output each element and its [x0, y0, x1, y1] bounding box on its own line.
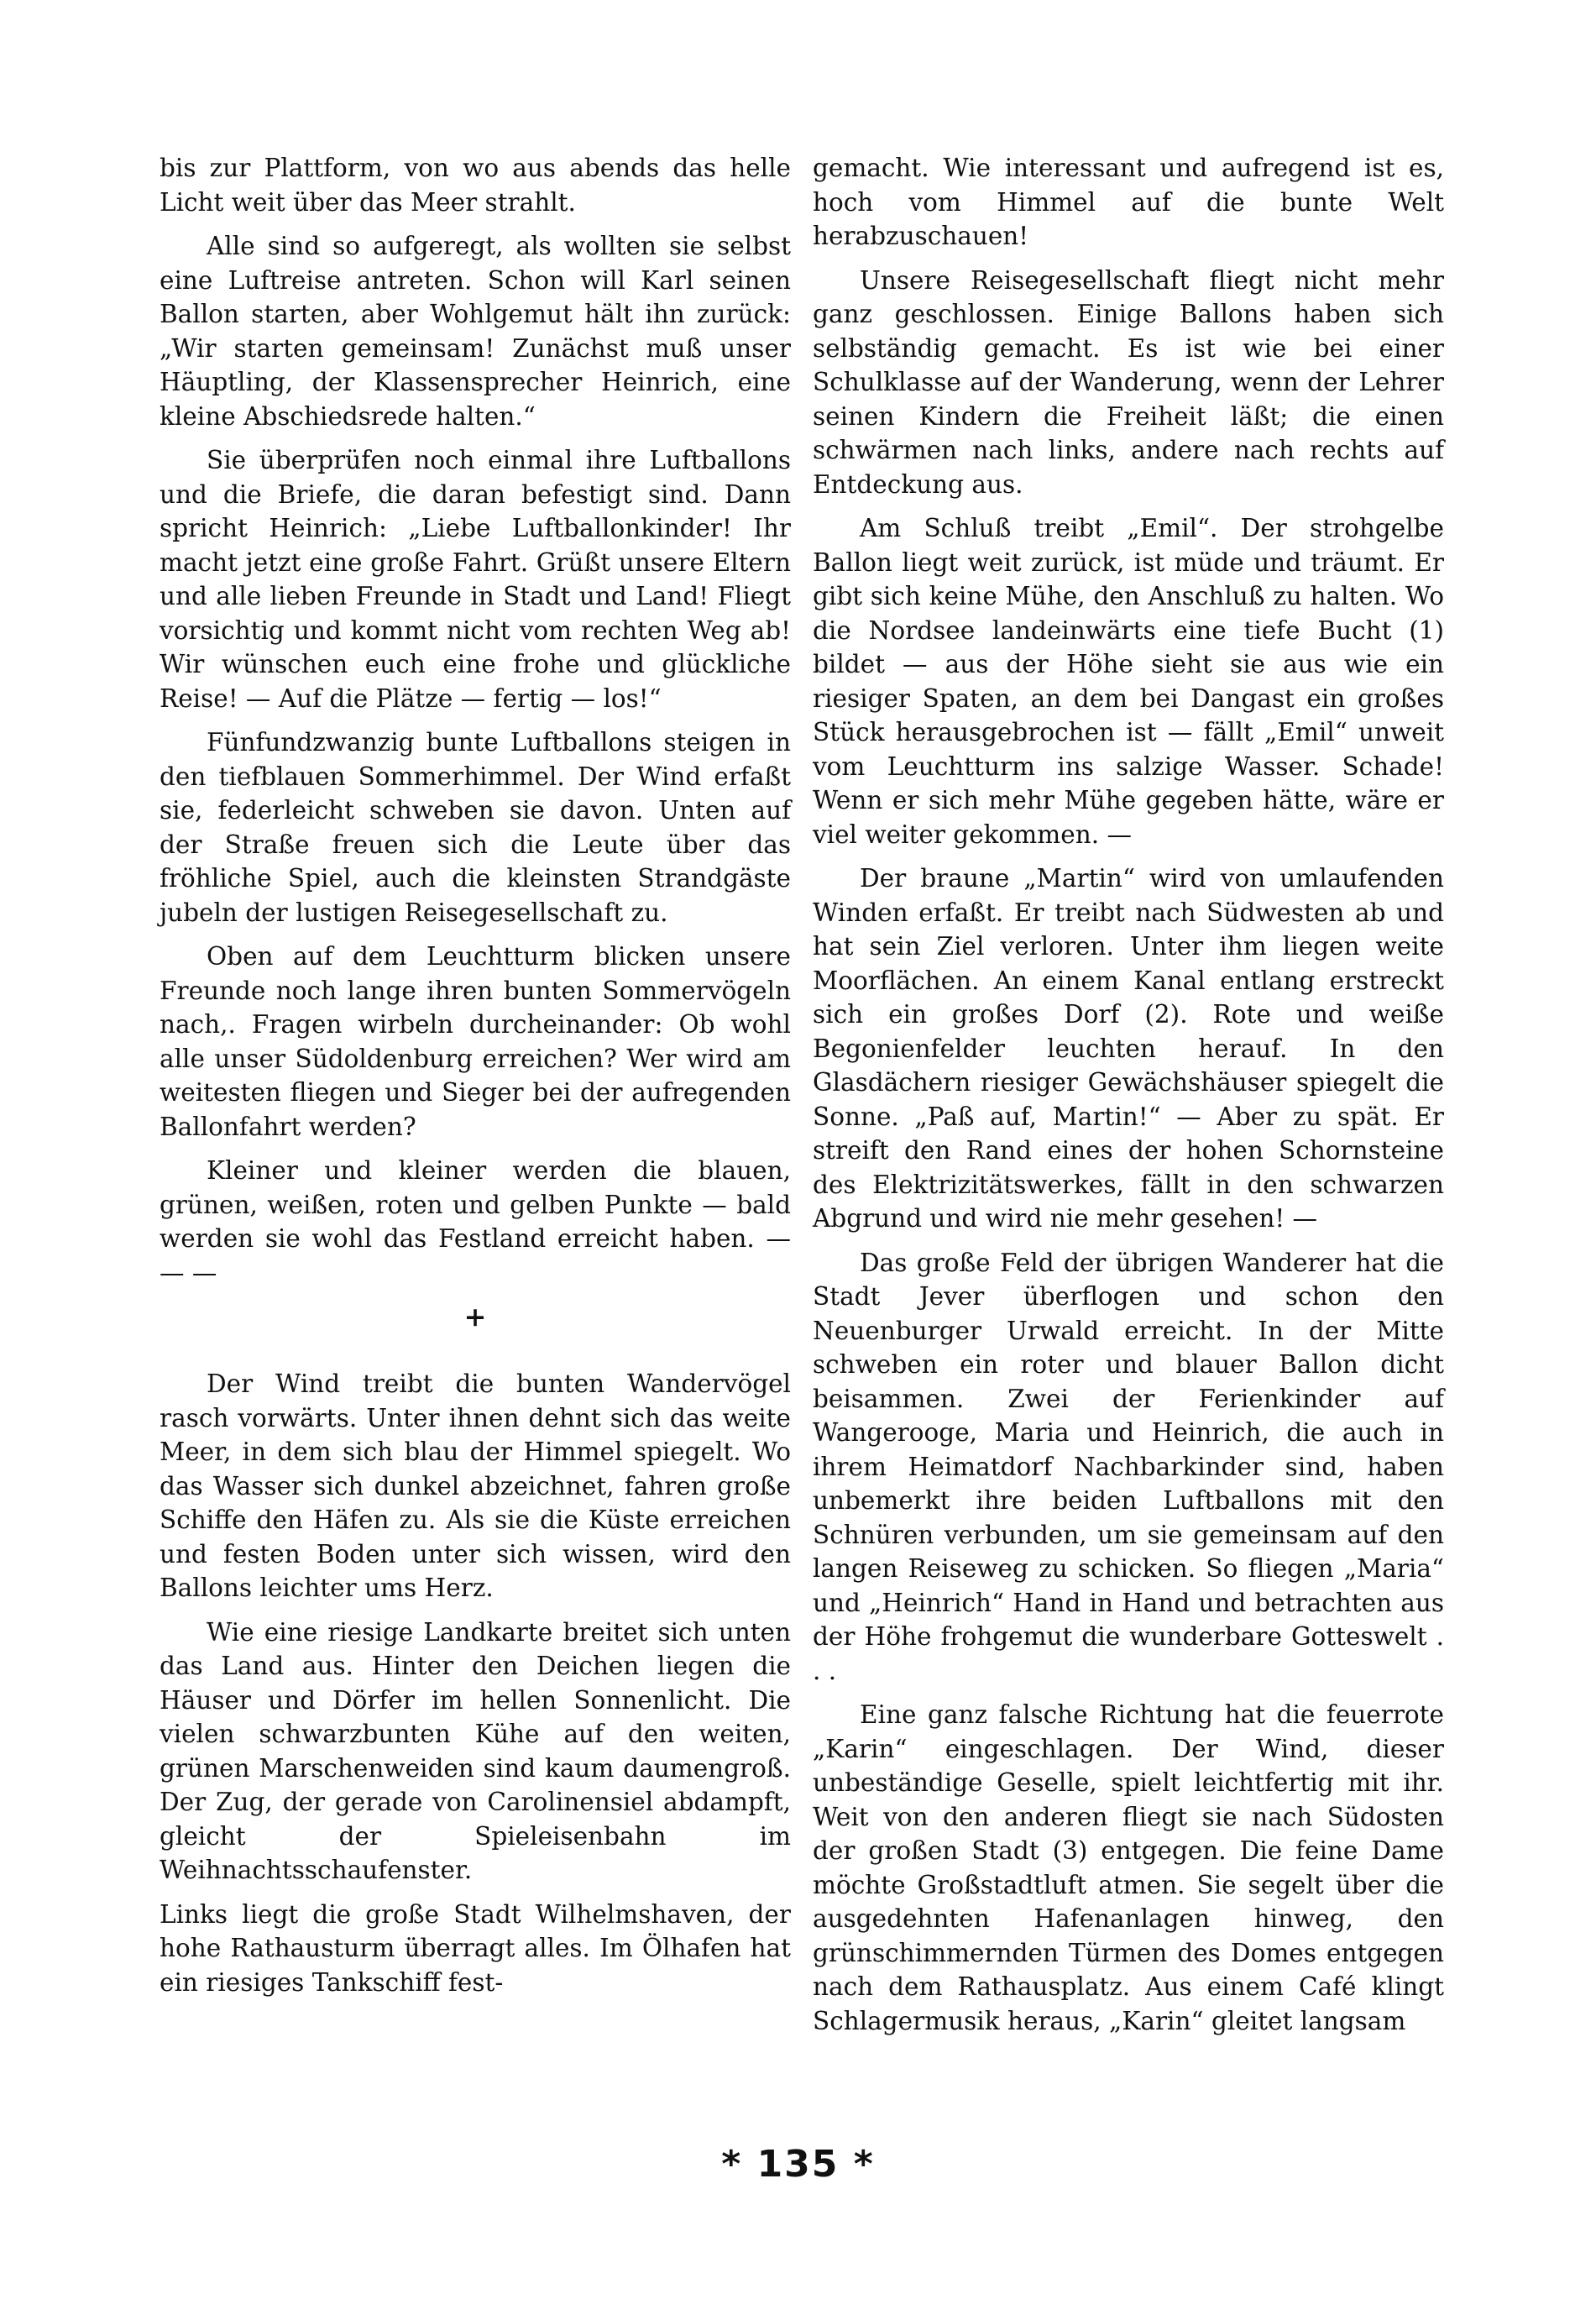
paragraph: Links liegt die große Stadt Wilhelmshaven, der hohe Rathausturm überragt alles. Im Ölhafen hat ein riesiges Tankschiff fest-: [160, 1899, 791, 1997]
right-text-column: [813, 151, 1444, 2048]
paragraph: Am Schluß treibt „Emil“. Der strohgelbe Ballon liegt weit zurück, ist müde und träumt. Er gibt sich keine Mühe, den Anschluß zu halten. Wo die Nordsee landeinwärts eine tiefe Bucht (1) bildet — aus der Höhe sieht sie aus wie ein riesiger Spaten, an dem bei Dangast ein großes Stück herausgebrochen ist — fällt „Emil“ unweit vom Leuchtturm ins salzige Wasser. Schade! Wenn er sich mehr Mühe gegeben hätte, wäre er viel weiter gekommen. —: [813, 514, 1444, 849]
paragraph: Eine ganz falsche Richtung hat die feuerrote „Karin“ eingeschlagen. Der Wind, dieser unbeständige Geselle, spielt leichtfertig mit ihr. Weit von den anderen fliegt sie nach Südosten der großen Stadt (3) entgegen. Die feine Dame möchte Großstadtluft atmen. Sie segelt über die ausgedehnten Hafenanlagen hinweg, den grünschimmernden Türmen des Domes entgegen nach dem Rathausplatz. Aus einem Café klingt Schlagermusik heraus, „Karin“ gleitet langsam: [813, 1700, 1444, 2035]
section-separator: +: [463, 1301, 487, 1333]
paragraph: Unsere Reisegesellschaft fliegt nicht mehr ganz geschlossen. Einige Ballons haben sich selbständig gemacht. Es ist wie bei einer Schulklasse auf der Wanderung, wenn der Lehrer seinen Kindern die Freiheit läßt; die einen schwärmen nach links, andere nach rechts auf Entdeckung aus.: [813, 265, 1444, 499]
paragraph: Kleiner und kleiner werden die blauen, grünen, weißen, roten und gelben Punkte — bald werden sie wohl das Festland erreicht haben. — — —: [160, 1156, 791, 1287]
page-number: * 135 *: [721, 2143, 875, 2186]
paragraph: gemacht. Wie interessant und aufregend ist es, hoch vom Himmel auf die bunte Welt herabzuschauen!: [813, 154, 1444, 250]
paragraph: Oben auf dem Leuchtturm blicken unsere Freunde noch lange ihren bunten Sommervögeln nach,. Fragen wirbeln durcheinander: Ob wohl alle unser Südoldenburg erreichen? Wer wird am weitesten fliegen und Sieger bei der aufregenden Ballonfahrt werden?: [160, 942, 791, 1141]
paragraph: Der Wind treibt die bunten Wandervögel rasch vorwärts. Unter ihnen dehnt sich das weite Meer, in dem sich blau der Himmel spiegelt. Wo das Wasser sich dunkel abzeichnet, fahren große Schiffe den Häfen zu. Als sie die Küste erreichen und festen Boden unter sich wissen, wird den Ballons leichter ums Herz.: [160, 1369, 791, 1602]
paragraph: Der braune „Martin“ wird von umlaufenden Winden erfaßt. Er treibt nach Südwesten ab und hat sein Ziel verloren. Unter ihm liegen weite Moorflächen. An einem Kanal entlang erstreckt sich ein großes Dorf (2). Rote und weiße Begonienfelder leuchten herauf. In den Glasdächern riesiger Gewächshäuser spiegelt die Sonne. „Paß auf, Martin!“ — Aber zu spät. Er streift den Rand eines der hohen Schornsteine des Elektrizitätswerkes, fällt in den schwarzen Abgrund und wird nie mehr gesehen! —: [813, 864, 1444, 1233]
paragraph: Alle sind so aufgeregt, als wollten sie selbst eine Luftreise antreten. Schon will Karl seinen Ballon starten, aber Wohlgemut hält ihn zurück: „Wir starten gemeinsam! Zunächst muß unser Häuptling, der Klassensprecher Heinrich, eine kleine Abschiedsrede halten.“: [160, 232, 791, 431]
paragraph: Wie eine riesige Landkarte breitet sich unten das Land aus. Hinter den Deichen liegen die Häuser und Dörfer im hellen Sonnenlicht. Die vielen schwarzbunten Kühe auf den weiten, grünen Marschenweiden sind kaum daumengroß. Der Zug, der gerade von Carolinensiel abdampft, gleicht der Spieleisenbahn im Weihnachtsschaufenster.: [160, 1617, 791, 1884]
paragraph: Fünfundzwanzig bunte Luftballons steigen in den tiefblauen Sommerhimmel. Der Wind erfaßt sie, federleicht schweben sie davon. Unten auf der Straße freuen sich die Leute über das fröhliche Spiel, auch die kleinsten Strandgäste jubeln der lustigen Reisegesellschaft zu.: [160, 728, 791, 927]
paragraph: bis zur Plattform, von wo aus abends das helle Licht weit über das Meer strahlt.: [160, 154, 791, 217]
paragraph: Sie überprüfen noch einmal ihre Luftballons und die Briefe, die daran befestigt sind. Dann spricht Heinrich: „Liebe Luftballonkinder! Ihr macht jetzt eine große Fahrt. Grüßt unsere Eltern und alle lieben Freunde in Stadt und Land! Fliegt vorsichtig und kommt nicht vom rechten Weg ab! Wir wünschen euch eine frohe und glückliche Reise! — Auf die Plätze — fertig — los!“: [160, 446, 791, 713]
paragraph: Das große Feld der übrigen Wanderer hat die Stadt Jever überflogen und schon den Neuenburger Urwald erreicht. In der Mitte schweben ein roter und blauer Ballon dicht beisammen. Zwei der Ferienkinder auf Wangerooge, Maria und Heinrich, die auch in ihrem Heimatdorf Nachbarkinder sind, haben unbemerkt ihre beiden Luftballons mit den Schnüren verbunden, um sie gemeinsam auf den langen Reiseweg zu schicken. So fliegen „Maria“ und „Heinrich“ Hand in Hand und betrachten aus der Höhe frohgemut die wunderbare Gotteswelt . . .: [813, 1248, 1444, 1685]
left-text-column: [160, 151, 791, 2009]
